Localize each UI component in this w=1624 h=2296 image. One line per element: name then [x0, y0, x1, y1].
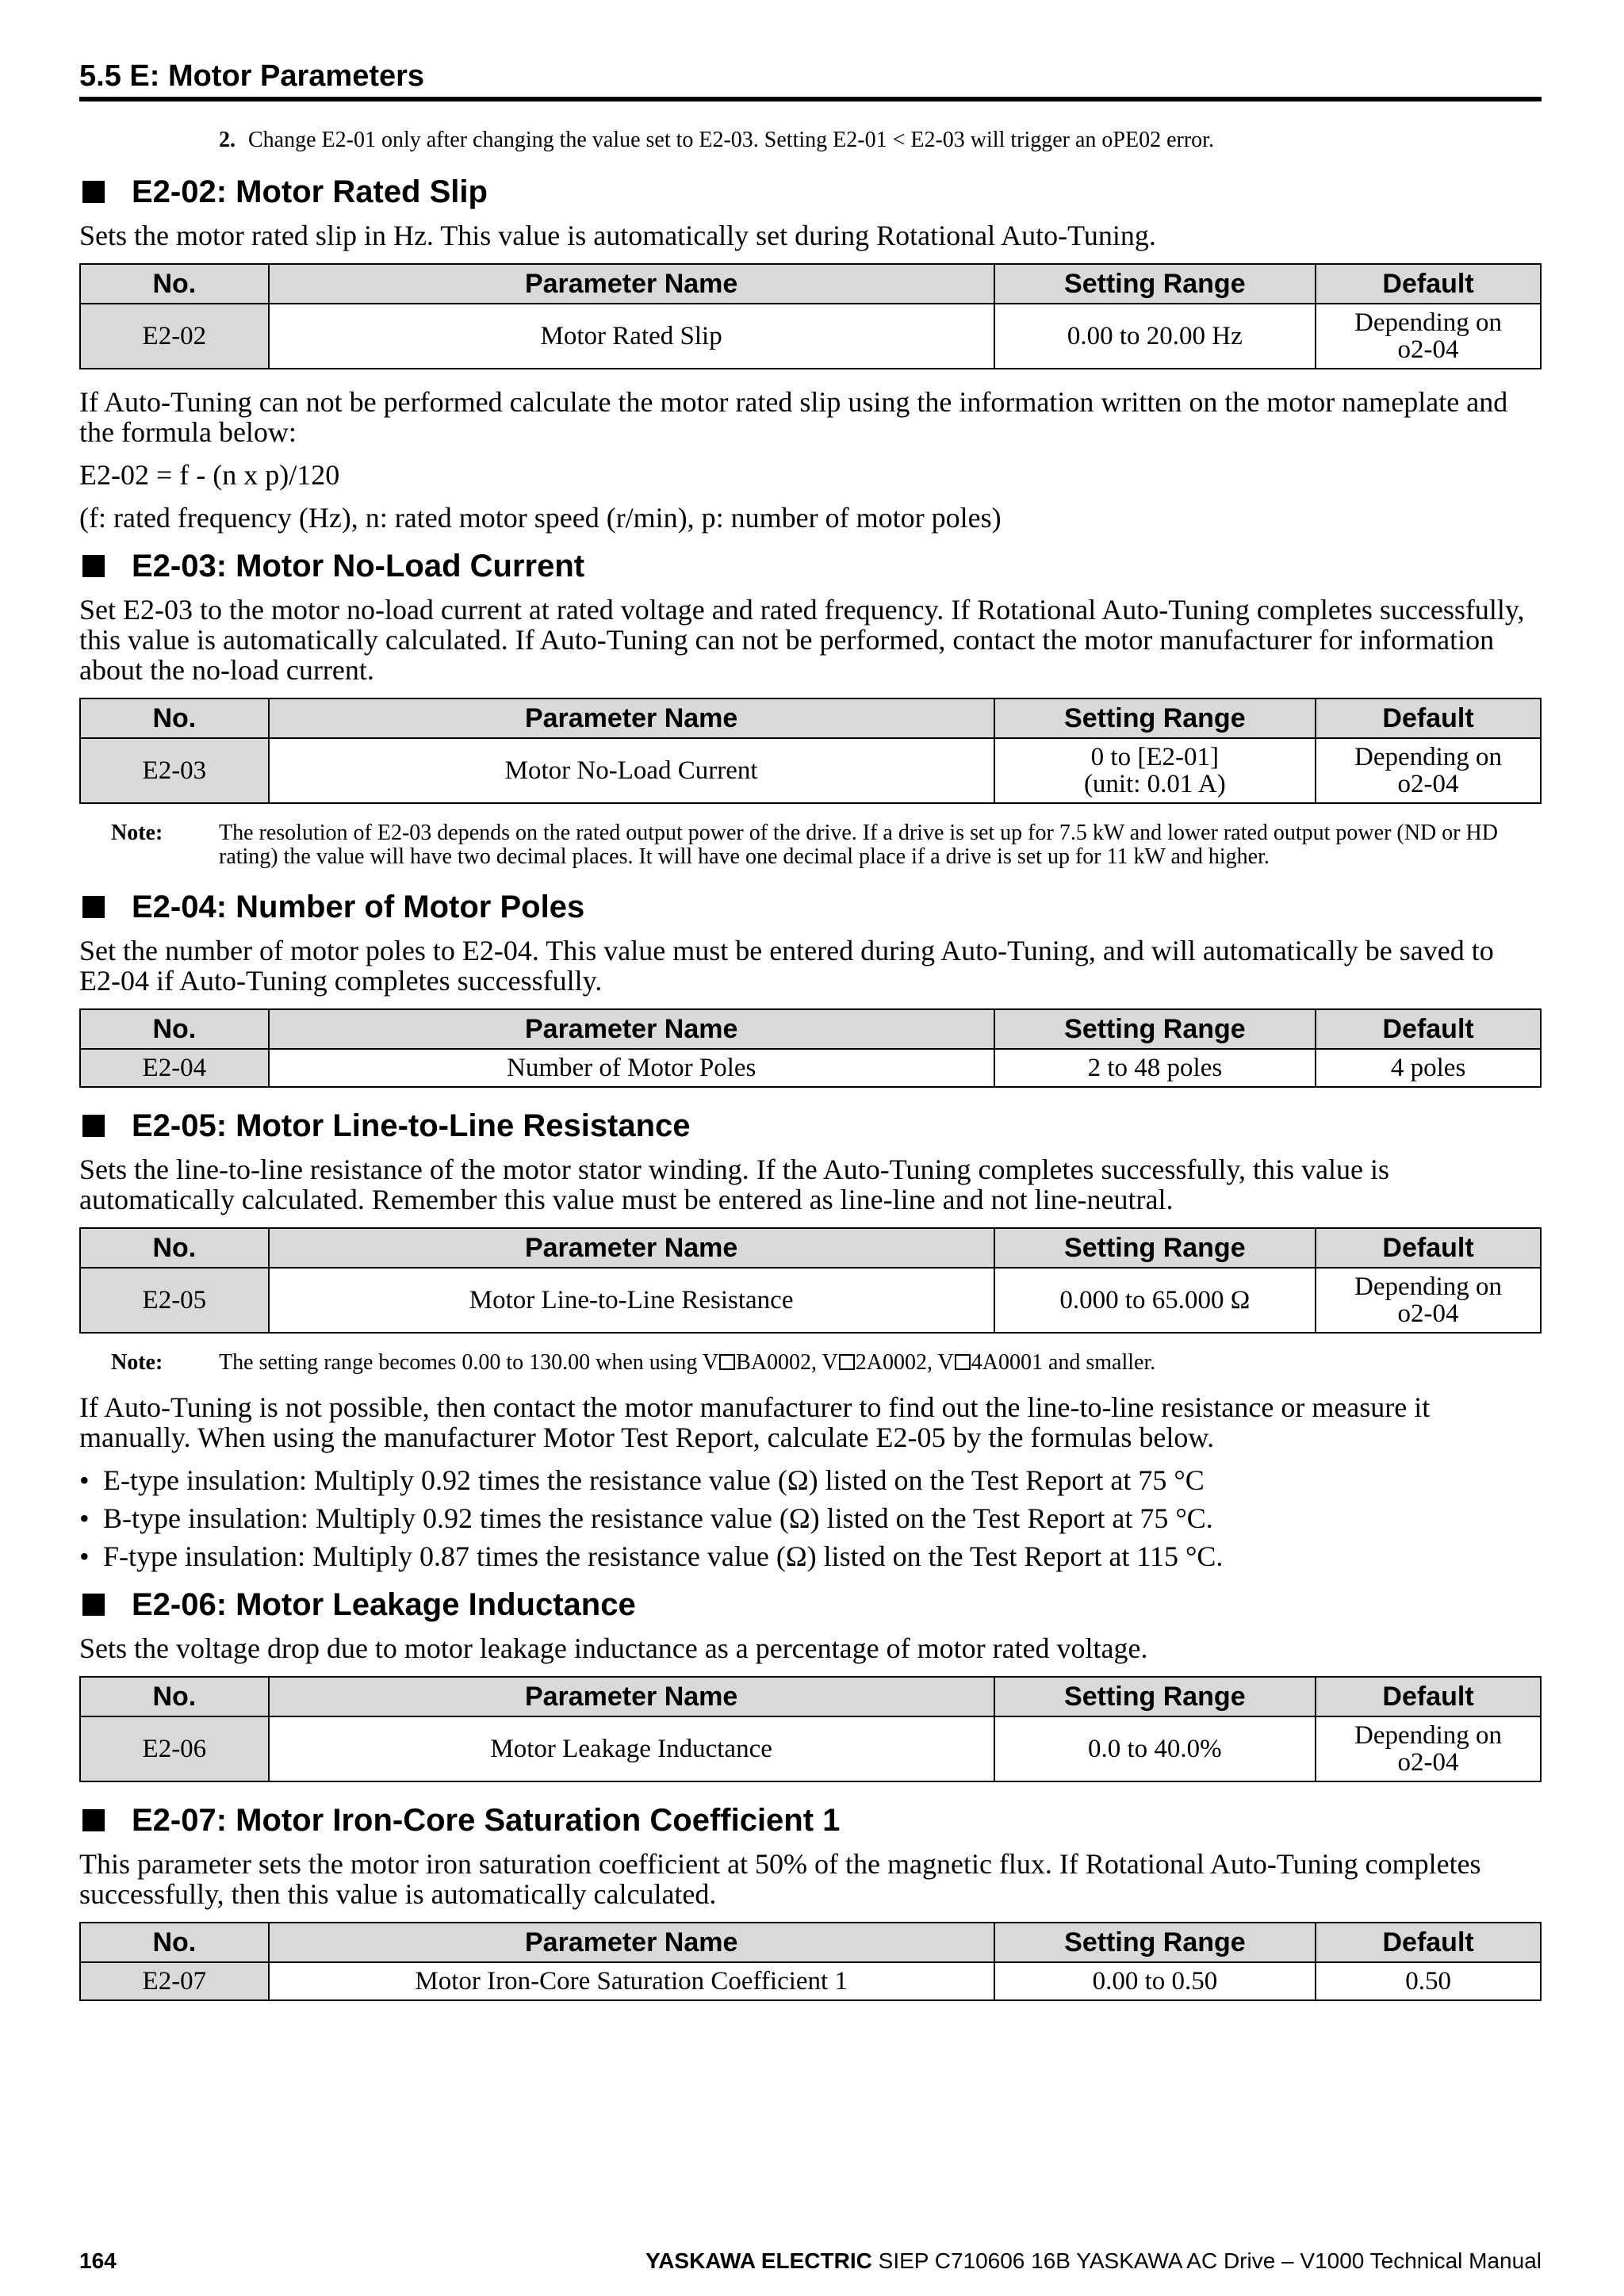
section-description: Sets the motor rated slip in Hz. This value is automatically set during Rotational Auto-Tuning. — [79, 220, 1156, 251]
section-description: Sets the line-to-line resistance of the motor stator winding. If the Auto-Tuning completes successfully, this value is automatically calculated. Remember this value must be entered as line-line and not line-neutral. — [79, 1154, 1390, 1215]
footer-doc-info — [645, 2248, 1542, 2274]
placeholder-box-icon — [955, 1354, 971, 1370]
table-row — [80, 1268, 1541, 1333]
cell-no: E2-06 — [80, 1716, 269, 1781]
parameter-table-e2-05 — [79, 1227, 1542, 1334]
list-item-text: F-type insulation: Multiply 0.87 times the resistance value (Ω) listed on the Test Report at 115 °C. — [103, 1540, 1224, 1572]
note-label: Note: — [111, 1350, 163, 1375]
header-no: No. — [80, 1228, 269, 1268]
table-row — [80, 1716, 1541, 1781]
section-title: E2-06: Motor Leakage Inductance — [132, 1587, 636, 1622]
section-description: Sets the voltage drop due to motor leakage inductance as a percentage of motor rated voltage. — [79, 1632, 1148, 1664]
header-no: No. — [80, 1009, 269, 1049]
section-heading-e2-07 — [79, 1800, 1542, 1841]
section-description: Set E2-03 to the motor no-load current at rated voltage and rated frequency. If Rotational Auto-Tuning completes successfully, this value is automatically calculated. If Auto-Tuning can not be performed, contact the motor manufacturer for information about the no-load current. — [79, 594, 1525, 686]
section-heading-e2-02 — [79, 171, 1542, 212]
square-bullet-icon — [82, 555, 105, 577]
table-header-row — [80, 1923, 1541, 1962]
page-footer — [79, 2248, 1542, 2274]
header-setting-range: Setting Range — [994, 698, 1316, 738]
square-bullet-icon — [82, 1594, 105, 1616]
insulation-list — [79, 1465, 1542, 1571]
running-head: 5.5 E: Motor Parameters — [79, 57, 1542, 101]
cell-parameter-name: Motor Line-to-Line Resistance — [269, 1268, 994, 1333]
cell-default — [1316, 304, 1541, 369]
list-item — [79, 1503, 1542, 1533]
parameter-table-e2-04 — [79, 1008, 1542, 1088]
note-e2-03 — [79, 821, 1542, 869]
cell-parameter-name: Number of Motor Poles — [269, 1049, 994, 1087]
parameter-table-e2-06 — [79, 1676, 1542, 1782]
list-item-text: E-type insulation: Multiply 0.92 times the resistance value (Ω) listed on the Test Report at 75 °C — [103, 1464, 1205, 1496]
footer-brand: YASKAWA ELECTRIC — [645, 2248, 872, 2273]
cell-no: E2-04 — [80, 1049, 269, 1087]
placeholder-box-icon — [719, 1354, 735, 1370]
table-row — [80, 738, 1541, 803]
paragraph-auto-tuning: If Auto-Tuning can not be performed calculate the motor rated slip using the information written on the motor nameplate and the formula below: — [79, 386, 1508, 448]
section-title: E2-07: Motor Iron-Core Saturation Coefficient 1 — [132, 1803, 841, 1838]
cell-default: 0.50 — [1316, 1962, 1541, 2000]
cell-setting-range: 0.00 to 0.50 — [994, 1962, 1316, 2000]
cell-default — [1316, 1716, 1541, 1781]
header-default: Default — [1316, 1677, 1541, 1716]
note-text: The resolution of E2-03 depends on the rated output power of the drive. If a drive is set up for 7.5 kW and lower rated output power (ND or HD rating) the value will have two decimal places. It will have one decimal place if a drive is set up for 11 kW and higher. — [219, 821, 1498, 869]
list-item — [79, 1541, 1542, 1571]
square-bullet-icon — [82, 181, 105, 203]
section-heading-e2-05 — [79, 1105, 1542, 1146]
cell-parameter-name: Motor Leakage Inductance — [269, 1716, 994, 1781]
bullet-dot-icon: • — [79, 1540, 90, 1572]
square-bullet-icon — [82, 1115, 105, 1137]
parameter-table-e2-07 — [79, 1922, 1542, 2001]
footnote-text: Change E2-01 only after changing the value set to E2-03. Setting E2-01 < E2-03 will trigger an oPE02 error. — [248, 128, 1214, 152]
footnote-number: 2. — [219, 128, 236, 152]
cell-setting-range: 0.0 to 40.0% — [994, 1716, 1316, 1781]
cell-setting-range: 0.000 to 65.000 Ω — [994, 1268, 1316, 1333]
square-bullet-icon — [82, 896, 105, 918]
footer-doc-title: SIEP C710606 16B YASKAWA AC Drive – V1000 Technical Manual — [871, 2248, 1542, 2273]
footnote — [219, 127, 1542, 154]
bullet-dot-icon: • — [79, 1464, 90, 1496]
range-line-1: 0 to [E2-01] — [1090, 743, 1219, 771]
note-part-a: The setting range becomes 0.00 to 130.00 when using V — [219, 1350, 719, 1375]
header-default: Default — [1316, 1009, 1541, 1049]
table-header-row — [80, 1009, 1541, 1049]
header-setting-range: Setting Range — [994, 264, 1316, 304]
cell-default — [1316, 738, 1541, 803]
header-default: Default — [1316, 1228, 1541, 1268]
header-default: Default — [1316, 264, 1541, 304]
square-bullet-icon — [82, 1809, 105, 1831]
formula-legend: (f: rated frequency (Hz), n: rated motor speed (r/min), p: number of motor poles) — [79, 502, 1002, 534]
section-heading-e2-03 — [79, 545, 1542, 587]
cell-default: 4 poles — [1316, 1049, 1541, 1087]
cell-setting-range: 2 to 48 poles — [994, 1049, 1316, 1087]
page-number: 164 — [79, 2248, 117, 2273]
list-item — [79, 1465, 1542, 1495]
section-heading-e2-06 — [79, 1584, 1542, 1625]
note-e2-05 — [79, 1351, 1542, 1375]
cell-default — [1316, 1268, 1541, 1333]
table-row — [80, 304, 1541, 369]
table-row — [80, 1962, 1541, 2000]
note-label: Note: — [111, 821, 163, 845]
section-description: Set the number of motor poles to E2-04. This value must be entered during Auto-Tuning, and will automatically be saved to E2-04 if Auto-Tuning completes successfully. — [79, 935, 1494, 997]
cell-parameter-name: Motor No-Load Current — [269, 738, 994, 803]
cell-no: E2-02 — [80, 304, 269, 369]
header-setting-range: Setting Range — [994, 1228, 1316, 1268]
note-part-d: 4A0001 and smaller. — [971, 1350, 1156, 1375]
header-parameter-name: Parameter Name — [269, 1228, 994, 1268]
header-default: Default — [1316, 1923, 1541, 1962]
section-description: This parameter sets the motor iron saturation coefficient at 50% of the magnetic flux. If Rotational Auto-Tuning completes successfully, then this value is automatically calculated. — [79, 1848, 1481, 1910]
note-part-b: BA0002, V — [736, 1350, 838, 1375]
cell-setting-range — [994, 738, 1316, 803]
default-line-1: Depending on o2-04 — [1354, 1272, 1503, 1328]
parameter-table-e2-02 — [79, 263, 1542, 369]
default-line-1: Depending on o2-04 — [1354, 743, 1503, 798]
note-text — [219, 1351, 1542, 1375]
table-header-row — [80, 698, 1541, 738]
cell-no: E2-03 — [80, 738, 269, 803]
header-no: No. — [80, 264, 269, 304]
cell-no: E2-07 — [80, 1962, 269, 2000]
cell-parameter-name: Motor Rated Slip — [269, 304, 994, 369]
section-title: E2-03: Motor No-Load Current — [132, 549, 585, 584]
header-parameter-name: Parameter Name — [269, 1677, 994, 1716]
header-parameter-name: Parameter Name — [269, 698, 994, 738]
formula: E2-02 = f - (n x p)/120 — [79, 459, 340, 491]
cell-setting-range: 0.00 to 20.00 Hz — [994, 304, 1316, 369]
table-row — [80, 1049, 1541, 1087]
note-part-c: 2A0002, V — [855, 1350, 954, 1375]
header-parameter-name: Parameter Name — [269, 264, 994, 304]
header-no: No. — [80, 1923, 269, 1962]
section-title: E2-04: Number of Motor Poles — [132, 890, 585, 924]
header-no: No. — [80, 1677, 269, 1716]
cell-no: E2-05 — [80, 1268, 269, 1333]
table-header-row — [80, 264, 1541, 304]
header-no: No. — [80, 698, 269, 738]
cell-parameter-name: Motor Iron-Core Saturation Coefficient 1 — [269, 1962, 994, 2000]
range-line-2: (unit: 0.01 A) — [1083, 770, 1226, 798]
header-parameter-name: Parameter Name — [269, 1009, 994, 1049]
paragraph-test-report: If Auto-Tuning is not possible, then contact the motor manufacturer to find out the line-to-line resistance or measure it manually. When using the manufacturer Motor Test Report, calculate E2-05 by the formulas below. — [79, 1391, 1431, 1453]
default-line-1: Depending on o2-04 — [1354, 308, 1503, 364]
section-title: E2-05: Motor Line-to-Line Resistance — [132, 1108, 691, 1143]
parameter-table-e2-03 — [79, 698, 1542, 804]
header-parameter-name: Parameter Name — [269, 1923, 994, 1962]
table-header-row — [80, 1228, 1541, 1268]
section-title: E2-02: Motor Rated Slip — [132, 174, 488, 209]
header-default: Default — [1316, 698, 1541, 738]
table-header-row — [80, 1677, 1541, 1716]
header-setting-range: Setting Range — [994, 1677, 1316, 1716]
header-setting-range: Setting Range — [994, 1923, 1316, 1962]
bullet-dot-icon: • — [79, 1502, 90, 1534]
header-setting-range: Setting Range — [994, 1009, 1316, 1049]
section-heading-e2-04 — [79, 886, 1542, 928]
page-content — [79, 127, 1542, 2019]
list-item-text: B-type insulation: Multiply 0.92 times the resistance value (Ω) listed on the Test Report at 75 °C. — [103, 1502, 1213, 1534]
placeholder-box-icon — [839, 1354, 855, 1370]
default-line-1: Depending on o2-04 — [1354, 1721, 1503, 1777]
